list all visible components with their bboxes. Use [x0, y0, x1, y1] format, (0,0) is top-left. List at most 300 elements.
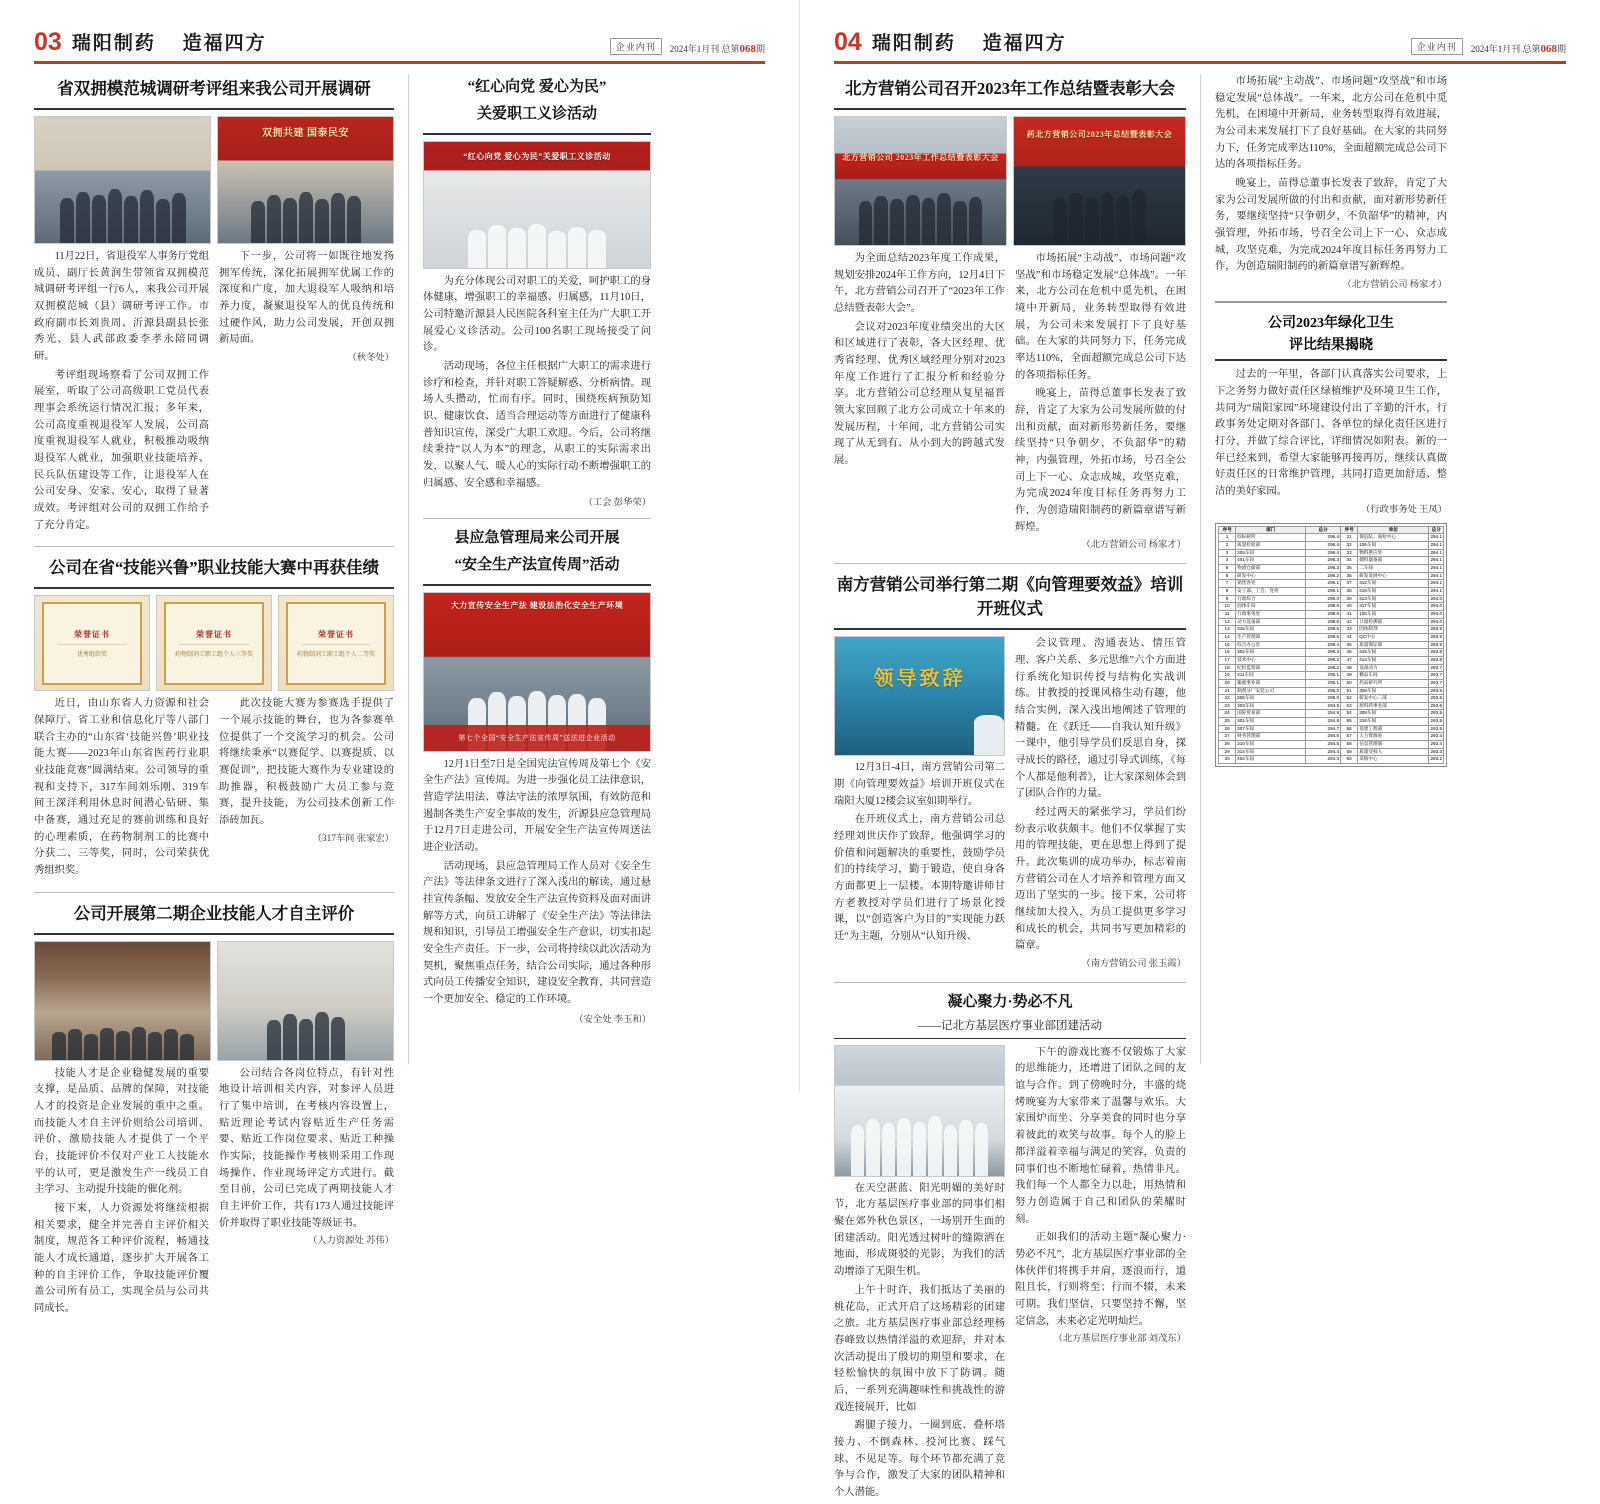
article-body-two-column [34, 249, 394, 536]
photo-inspection-visit [34, 116, 211, 244]
photo-shuangyong-banner [217, 116, 394, 244]
article-headline: 公司开展第二期企业技能人才自主评价 [73, 903, 355, 923]
headline-rule [423, 584, 651, 586]
table-head [1219, 526, 1444, 534]
row-index-2: 55 [1341, 718, 1358, 726]
table-row [1219, 679, 1444, 687]
row-dept: 研发中心 [1236, 572, 1306, 580]
row-unit: 研发中心二部 [1358, 695, 1429, 703]
paragraph: 市场拓展“主动战”、市场问题“攻坚战”和市场稳定发展“总体战”。一年来，北方公司在危机中觅先机，在困境中开新局，业务转型取得有效进展，为公司未来发展打下了良好基础。在大家的共同努力下，任务完成率达110%，全面超额完成总公司下达的各项指标任务。 [1215, 76, 1447, 171]
table-row [1219, 633, 1444, 641]
row-unit: QC中心 [1358, 633, 1429, 641]
row-index-2: 60 [1341, 756, 1358, 764]
paragraph: 在开班仪式上，南方营销公司总经理刘世庆作了致辞，他强调学习的价值和问题解决的重要性，鼓励学员们的持续学习，勤于锻造，使自身各方面都更上一层楼。本期特邀讲师甘方老教授对学员们进行了场景化授课，以“创造客户为目的”实现能力跃迁“为主题，分别从“认知升级、 [834, 814, 1005, 942]
row-index-2: 39 [1341, 595, 1358, 603]
row-score: 295.1 [1306, 679, 1341, 687]
row-index: 10 [1219, 603, 1236, 611]
table-row [1219, 618, 1444, 626]
masthead-brand [872, 28, 1067, 55]
body-col-2 [219, 249, 394, 536]
table-title-line1: 公司2023年绿化卫生 [1268, 316, 1394, 332]
row-index-2: 32 [1341, 542, 1358, 550]
row-score-2: 294.0 [1429, 603, 1444, 611]
row-unit: 二车间 [1358, 565, 1429, 573]
photo-banner-text: 北方营销公司 2023年工作总结暨表彰大会 [842, 152, 999, 162]
row-index-2: 45 [1341, 641, 1358, 649]
th-unit: 单位 [1358, 526, 1429, 534]
issue-info [1471, 42, 1566, 55]
photo-banner-text: 药北方营销公司2023年总结暨表彰大会 [1026, 129, 1173, 139]
article-byline: （北方基层医疗事业部 刘茂东） [1053, 1334, 1186, 1345]
row-dept: 402车间 [1236, 756, 1306, 764]
certificate-subtitle: 药物制剂工职工组个人二等奖 [296, 652, 375, 659]
masthead-left [34, 28, 765, 59]
article-byline: （北方营销公司 杨家才） [1081, 540, 1186, 551]
row-index-2: 34 [1341, 557, 1358, 565]
row-score: 294.9 [1306, 710, 1341, 718]
row-index: 20 [1219, 679, 1236, 687]
row-score-2: 294.1 [1429, 565, 1444, 573]
table-row [1219, 664, 1444, 672]
table-row [1219, 756, 1444, 764]
row-score: 295.4 [1306, 641, 1341, 649]
table-row [1219, 710, 1444, 718]
row-unit: 106车间 [1358, 542, 1429, 550]
table-intro [1215, 367, 1447, 517]
row-dept: 生产管理部 [1236, 633, 1306, 641]
row-score-2: 294.1 [1429, 557, 1444, 565]
paragraph: 活动现场，县应急管理局工作人员对《安全生产法》等法律条文进行了深入浅出的解读，通过悬挂宣传条幅、发放安全生产法宣传资料及面对面讲解等方式，向员工讲解了《安全生产法》等法律法规和知识，引导员工增强安全生产意识，切实扣起安全生产责任。下一步，公司将持续以此次活动为契机，聚焦重点任务，结合公司实际，通过各种形式向员工传播安全知识，建设安全教育，共同营造一个更加安全、稳定的工作环境。 [423, 860, 651, 1006]
paragraph: 过去的一年里，各部门认真落实公司要求，上下之务努力做好责任区绿植维护及环境卫生工作，共同为“瑞阳家园”环境建设付出了辛勤的汗水，行政事务处定期对各部门、各单位的绿化责任区进行打分，并做了综合评比，详细情况如附表。新的一年已经来到，希望大家能够再接再厉，继续认真做好责任区的日常维护管理，共同打造更加舒适、整洁的美好家园。 [1215, 369, 1447, 497]
issue-prefix: 总第 [1522, 44, 1541, 54]
row-score-2: 294.1 [1429, 549, 1444, 557]
row-unit: 基建工程部 [1358, 725, 1429, 733]
article-headline: 南方营销公司举行第二期《向管理要效益》培训开班仪式 [836, 575, 1184, 619]
article-body [423, 274, 651, 493]
row-index-2: 48 [1341, 664, 1358, 672]
paragraph: 市场拓展“主动战”、市场问题“攻坚战”和市场稳定发展“总体战”。一年来，北方公司在危机中觅先机，在困境中开新局，业务转型取得有效进展，为公司未来发展打下了良好基础。在大家的共同努力下，任务完成率达110%，全面超额完成总公司下达的各项指标任务。 [1015, 252, 1186, 381]
masthead-meta [610, 38, 765, 55]
article-skill-assessment [34, 899, 394, 1320]
photo-award-ceremony [1013, 116, 1186, 246]
table-row [1219, 733, 1444, 741]
issue-date: 2024年1月刊 [1470, 44, 1521, 54]
row-score-2: 293.9 [1429, 641, 1444, 649]
article-byline: （317车间 张家宏） [312, 833, 394, 844]
th-score: 总分 [1306, 526, 1341, 534]
headline-rule [34, 587, 394, 589]
paragraph: 晚宴上，苗得总董事长发表了致辞，肯定了大家为公司发展所做的付出和贡献，面对新形势新任务，要继续坚持“只争朝夕，不负韶华”的精神，内强管理，外拓市场，号召全公司上下一心、众志成城，攻坚克难，为完成2024年度目标任务再努力工作，为创造瑞阳制药的新篇章谱写新辉煌。 [1215, 178, 1447, 273]
folio-number: 04 [834, 28, 862, 56]
photo-banner-text: 双拥共建 国泰民安 [262, 128, 349, 139]
photo-team-building-group [834, 1045, 1005, 1177]
article-headline: 北方营销公司召开2023年工作总结暨表彰大会 [845, 79, 1175, 98]
publication-label: 企业内刊 [610, 38, 662, 55]
body-col-2 [219, 696, 394, 881]
row-dept: 301车间 [1236, 718, 1306, 726]
paragraph: 在天空湛蓝、阳光明媚的美好时节，北方基层医疗事业部的同事们相聚在郊外秋色景区，一场别开生面的团建活动。阳光透过树叶的缝隙洒在地面，形成斑驳的光影，为我们的活动增添了无限生机。 [834, 1182, 1005, 1278]
body-col-2 [219, 1066, 394, 1320]
row-index: 7 [1219, 580, 1236, 588]
row-unit: 储料器备部 [1358, 557, 1429, 565]
table-row [1219, 572, 1444, 580]
photo-row [34, 941, 394, 1061]
article-separator [834, 982, 1186, 983]
row-index-2: 36 [1341, 572, 1358, 580]
body-col-1 [34, 249, 209, 536]
row-score-2: 293.9 [1429, 626, 1444, 634]
masthead-right [834, 28, 1566, 59]
article-separator [34, 892, 394, 893]
photo-banner-subtext: 大力宣传安全生产法 建设法治化安全生产环境 [450, 600, 624, 610]
row-index-2: 43 [1341, 626, 1358, 634]
paragraph: 近日，由山东省人力资源和社会保障厅、省工业和信息化厅等八部门联合主办的“山东省‘技能兴鲁’职业技能大赛——2023年山东省医药行业职业技能竞赛”圆满结束。公司领导的重视和支持下，317车间刘乐刚、319车间王深洋利用休息时间潜心钻研、集中备赛，通过充足的赛前训练和良好的心理素质，在药物制剂工的比赛中分获二、三等奖，同时，公司荣获优秀组织奖。 [34, 698, 209, 876]
row-index-2: 59 [1341, 748, 1358, 756]
article-byline: （北方营销公司 杨家才） [1342, 280, 1447, 291]
paragraph: 下午的游戏比赛不仅锻炼了大家的思维能力，还增进了团队之间的友谊与合作。到了傍晚时分，丰盛的烧烤晚宴为大家带来了温馨与欢乐。大家围炉而坐、分享美食的同时也分享着彼此的欢笑与故事。每个人的脸上都洋溢着幸福与满足的笑容，负责的同事们也不断地忙碌着，热情非凡。我们每一个人都全力以赴，用热情和努力创造属于自己和团队的荣耀时刻。 [1015, 1046, 1186, 1225]
row-index-2: 51 [1341, 687, 1358, 695]
paragraph: 正如我们的活动主题“凝心聚力·势必不凡”，北方基层医疗事业部的全体伙伴们将携手并肩，逐浪而行，道阻且长，行则将至；行而不辍，未来可期。我们坚信，只要坚持不懈，坚定信念，未来必定光明灿烂。 [1015, 1232, 1186, 1327]
table-row [1219, 557, 1444, 565]
row-dept: 302车间 [1236, 649, 1306, 657]
row-score: 295.5 [1306, 633, 1341, 641]
article-headline: 省双拥模范城调研考评组来我公司开展调研 [57, 79, 371, 98]
row-index: 11 [1219, 610, 1236, 618]
table-row [1219, 718, 1444, 726]
body-col-1 [834, 251, 1005, 553]
row-dept: 305车间 [1236, 549, 1306, 557]
row-unit: 质量保证部 [1358, 641, 1429, 649]
paragraph: 会议对2023年度业绩突出的大区和区域进行了表彰，各大区经理、优秀省经理、优秀区域经理分别对2023年度工作进行了汇报分析和经验分享。北方营销公司总经理从复星福晋领大家回顾了北方公司成立十年来的发展历程，十年间，北方营销公司实现了从无到有、从小到大的跨越式发展。 [834, 321, 1005, 466]
row-unit: 采购中心 [1358, 756, 1429, 764]
row-score-2: 293.7 [1429, 664, 1444, 672]
photo-theory-exam [34, 941, 211, 1061]
paragraph: 考评组现场察看了公司双拥工作展室，听取了公司高级职工党员代表理事会系统运行情况汇报；多年来，公司高度重视退役军人发展，公司高度重视退役军人就业，积极推动吸纳退役军人就业，加强职业技能培养、民兵队伍建设等工作，让退役军人在公司安身、安家、安心，取得了显著成效。考评组对公司的双拥工作给予了充分肯定。 [34, 369, 209, 531]
article-headline-line1: 县应急管理局来公司开展 [454, 530, 620, 547]
columns-left [34, 74, 765, 1314]
article-b1-overflow [1215, 74, 1447, 293]
row-index-2: 31 [1341, 534, 1358, 542]
issue-prefix: 总第 [721, 44, 740, 54]
row-unit: 药品研究所 [1358, 679, 1429, 687]
row-score: 296.3 [1306, 565, 1341, 573]
article-byline: （安全处 李玉和） [574, 1014, 651, 1025]
paragraph: 活动现场，各位主任根据广大职工的需求进行诊疗和检查，并针对职工答疑解惑、分析病情。现场人头攒动，忙而有序。同时，围绕疾病预防知识、健康饮食、适当合理运动等方面进行了健康科普知识宣传，深受广大职工欢迎。今后，公司将继续秉持“以人为本”的理念，从职工的实际需求出发，以聚人气、暖人心的实际行动不断增强职工的归属感、安全感和幸福感。 [423, 360, 651, 489]
row-score-2: 294.1 [1429, 534, 1444, 542]
article-body-two-column [34, 1066, 394, 1320]
photo-banner-text: 领导致辞 [873, 667, 966, 690]
article-greening-ranking [1215, 310, 1447, 767]
article-headline-line1: 凝心聚力·势必不凡 [947, 994, 1073, 1011]
table-row [1219, 641, 1444, 649]
row-score-2: 293.6 [1429, 702, 1444, 710]
table-row [1219, 672, 1444, 680]
row-score: 296.4 [1306, 549, 1341, 557]
row-index-2: 54 [1341, 710, 1358, 718]
columns-right [834, 74, 1566, 1498]
row-index: 15 [1219, 641, 1236, 649]
table-row [1219, 587, 1444, 595]
certificate-title: 荣誉证书 [196, 629, 232, 639]
row-index: 21 [1219, 687, 1236, 695]
row-index-2: 49 [1341, 672, 1358, 680]
row-unit: 物料供应处 [1358, 549, 1429, 557]
row-score-2: 293.2 [1429, 756, 1444, 764]
table-row [1219, 687, 1444, 695]
row-dept: 306车间 [1236, 695, 1306, 703]
row-score: 294.4 [1306, 748, 1341, 756]
row-index: 12 [1219, 618, 1236, 626]
row-score-2: 293.4 [1429, 741, 1444, 749]
row-index-2: 38 [1341, 587, 1358, 595]
row-index: 3 [1219, 549, 1236, 557]
row-dept: 行政事务处 [1236, 610, 1306, 618]
brand-name: 瑞阳制药 [71, 33, 156, 54]
row-index-2: 47 [1341, 656, 1358, 664]
paragraph: 公司结合各岗位特点，有针对性地设计培训相关内容，对参评人员进行了集中培训，在考核内容设置上，贴近理论考试内容贴近生产任务需要、贴近工作岗位要求、贴近工种操作实际，技能操作考核则采用工作现场操作、作业现场评定方式进行。截至目前，公司已完成了两期技能人才自主评价工作，共有173人通过技能评价并取得了职业技能等级证书。 [219, 1067, 394, 1229]
row-index: 27 [1219, 733, 1236, 741]
article-byline: （南方营销公司 张玉霞） [1081, 959, 1186, 969]
row-score-2: 293.5 [1429, 710, 1444, 718]
row-unit: 318车间 [1358, 718, 1429, 726]
table-row [1219, 580, 1444, 588]
column-right-2 [1215, 74, 1447, 1064]
photo-row-certificates [34, 595, 394, 691]
article-free-clinic [423, 74, 651, 508]
row-index: 4 [1219, 557, 1236, 565]
row-index: 1 [1219, 534, 1236, 542]
certificate-subtitle: 优秀组织奖 [76, 652, 107, 659]
row-dept: 303车间 [1236, 702, 1306, 710]
paragraph: 上午十时许，我们抵达了美丽的桃花岛，正式开启了这场精彩的团建之旅。北方基层医疗事业部总经理杨春峰致以热情洋溢的欢迎辞，并对本次活动提出了殷切的期望和要求，在轻松愉快的氛围中放下了防调。随后，一系列充满趣味性和挑战性的游戏连接展开，比如 [834, 1284, 1005, 1413]
article-headline-line2: “安全生产法宣传周”活动 [454, 556, 620, 573]
article-team-building [834, 989, 1186, 1504]
row-dept: 动力设备部 [1236, 618, 1306, 626]
article-body-two-column [834, 1045, 1186, 1504]
row-unit: 设备动力 [1358, 664, 1429, 672]
row-score: 295.8 [1306, 610, 1341, 618]
column-divider [1200, 74, 1201, 1064]
body-col-2 [1015, 251, 1186, 553]
row-score-2: 293.8 [1429, 656, 1444, 664]
row-index-2: 46 [1341, 649, 1358, 657]
table-row [1219, 741, 1444, 749]
row-unit: 308车间 [1358, 710, 1429, 718]
row-score: 296.1 [1306, 587, 1341, 595]
row-score: 296.1 [1306, 580, 1341, 588]
photo-clinic-event [423, 141, 651, 269]
row-index: 6 [1219, 572, 1236, 580]
article-skill-competition [34, 553, 394, 881]
paragraph: 踢腿子接力、一圈到底、叠杯塔接力、不倒森林、投河比赛、踩气球、不见足等。每个环节都充满了竞争与合作，激发了大家的团队精神和个人潜能。 [834, 1420, 1005, 1498]
row-dept: 行政综合 [1236, 595, 1306, 603]
row-dept: 310车间 [1236, 741, 1306, 749]
row-index: 5 [1219, 565, 1236, 573]
row-unit: 312车间 [1358, 580, 1429, 588]
row-index-2: 33 [1341, 549, 1358, 557]
issue-date: 2024年1月刊 [669, 44, 720, 54]
article-separator [423, 518, 651, 519]
row-dept: 固体车间 [1236, 603, 1306, 611]
row-dept: 技术中心 [1236, 656, 1306, 664]
photo-row [834, 116, 1186, 246]
row-unit: 固体制剂 [1358, 626, 1429, 634]
body-col-1 [834, 636, 1005, 972]
article-separator [34, 546, 394, 547]
row-index: 25 [1219, 718, 1236, 726]
masthead-rule [34, 61, 765, 64]
row-unit: 信息管理部 [1358, 741, 1429, 749]
article-body-two-column [834, 636, 1186, 972]
row-index: 14 [1219, 633, 1236, 641]
row-dept: 销售各处 [1236, 580, 1306, 588]
paragraph: 为全面总结2023年度工作成果，规划安排2024年工作方向，12月4日下午，北方营销公司召开了“2023年工作总结暨表彰大会”。 [834, 252, 1005, 314]
row-score-2: 294.0 [1429, 610, 1444, 618]
row-dept: 安工部、工会、党务 [1236, 587, 1306, 595]
brand-slogan: 造福四方 [182, 33, 267, 54]
article-safety-law-week [423, 525, 651, 1025]
photo-row [34, 116, 394, 244]
table-row [1219, 702, 1444, 710]
row-dept: 输液事业部 [1236, 679, 1306, 687]
row-index-2: 42 [1341, 618, 1358, 626]
headline-rule [834, 108, 1186, 110]
table-title-line2: 评比结果揭晓 [1289, 337, 1373, 353]
row-unit: 319车间 [1358, 587, 1429, 595]
row-unit: 计量检测部 [1358, 618, 1429, 626]
row-dept: 制剂分厂安装公司 [1236, 687, 1306, 695]
column-right-1 [834, 74, 1186, 1498]
table-row [1219, 549, 1444, 557]
row-score: 294.9 [1306, 702, 1341, 710]
article-body-two-column [34, 696, 394, 881]
column-left-2 [423, 74, 651, 1064]
row-score: 296.2 [1306, 572, 1341, 580]
row-score: 295.0 [1306, 687, 1341, 695]
article-south-sales-training [834, 570, 1186, 972]
row-unit: 313车间 [1358, 595, 1429, 603]
row-index: 16 [1219, 649, 1236, 657]
th-no-2: 序号 [1341, 526, 1358, 534]
row-score: 295.0 [1306, 695, 1341, 703]
row-score-2: 293.8 [1429, 649, 1444, 657]
headline-rule [834, 628, 1186, 630]
photo-certificate-2 [156, 595, 272, 691]
body-col-1 [34, 1066, 209, 1320]
row-index: 19 [1219, 672, 1236, 680]
article-headline-line1: “红心向党 爱心为民” [467, 79, 607, 95]
paragraph: 接下来，人力资源处将继续根据相关要求，健全并完善自主评价相关制度，规范各工种评价流程，畅通技能人才成长通道，逐步扩大开展各工种的自主评价工作，争取技能评价覆盖公司所有员工，实现全员与公司共同成长。 [34, 1202, 209, 1314]
row-index: 28 [1219, 741, 1236, 749]
row-index: 17 [1219, 656, 1236, 664]
table-row [1219, 748, 1444, 756]
th-no: 序号 [1219, 526, 1236, 534]
row-score: 294.8 [1306, 718, 1341, 726]
row-dept: 401车间 [1236, 557, 1306, 565]
row-score: 296.4 [1306, 534, 1341, 542]
row-score: 294.7 [1306, 725, 1341, 733]
row-score-2: 293.3 [1429, 748, 1444, 756]
row-index-2: 44 [1341, 633, 1358, 641]
row-index: 2 [1219, 542, 1236, 550]
row-score: 295.6 [1306, 618, 1341, 626]
row-score: 294.3 [1306, 756, 1341, 764]
brand-slogan: 造福四方 [982, 33, 1067, 54]
headline-rule [1215, 359, 1447, 361]
photo-practical-exam [217, 941, 394, 1061]
row-score: 296.0 [1306, 595, 1341, 603]
row-index-2: 50 [1341, 679, 1358, 687]
row-index-2: 56 [1341, 725, 1358, 733]
row-score-2: 293.5 [1429, 718, 1444, 726]
row-score: 296.3 [1306, 557, 1341, 565]
row-score-2: 293.7 [1429, 679, 1444, 687]
row-dept: 纪检监察部 [1236, 664, 1306, 672]
photo-leader-speech [834, 636, 1005, 756]
table-row [1219, 603, 1444, 611]
row-score-2: 294.1 [1429, 587, 1444, 595]
table-row [1219, 595, 1444, 603]
article-byline: （行政事务处 王凤） [1361, 504, 1447, 515]
table-header-row [1219, 526, 1444, 534]
table-body [1219, 534, 1444, 764]
body-col-1 [34, 696, 209, 881]
paragraph: 为充分体现公司对职工的关爱，呵护职工的身体健康，增强职工的幸福感、归属感，11月10日，公司特邀沂源县人民医院各科室主任为广大职工开展爱心义诊活动。公司100名职工现场接受了问诊。 [423, 275, 651, 354]
row-index-2: 58 [1341, 741, 1358, 749]
body-col-2 [1015, 636, 1186, 972]
article-body-two-column [834, 251, 1186, 553]
article-separator [834, 563, 1186, 564]
row-unit: 精品车间 [1358, 672, 1429, 680]
article-separator [1215, 301, 1447, 303]
article-body [423, 757, 651, 1009]
row-score-2: 294.0 [1429, 618, 1444, 626]
row-unit: 106车间 [1358, 610, 1429, 618]
row-index: 30 [1219, 756, 1236, 764]
ranking-table [1218, 526, 1444, 764]
row-score: 295.2 [1306, 664, 1341, 672]
table-row [1219, 656, 1444, 664]
page-03 [0, 0, 800, 1314]
row-dept: 311车间 [1236, 672, 1306, 680]
row-dept: 质量检验部 [1236, 542, 1306, 550]
row-score-2: 293.5 [1429, 725, 1444, 733]
headline-rule [423, 133, 651, 135]
issue-number: 068 [739, 43, 756, 55]
row-unit: 保洁队、质检中心 [1358, 534, 1429, 542]
table-row [1219, 649, 1444, 657]
row-index-2: 37 [1341, 580, 1358, 588]
column-divider [408, 74, 409, 1064]
table-row [1219, 542, 1444, 550]
row-index-2: 57 [1341, 733, 1358, 741]
headline-rule [834, 1038, 1186, 1039]
row-index: 24 [1219, 710, 1236, 718]
row-dept: 316车间 [1236, 626, 1306, 634]
row-unit: 人力资源处 [1358, 733, 1429, 741]
article-byline: （人力资源处 苏伟） [308, 1236, 394, 1247]
photo-conference-group [834, 116, 1007, 246]
table-row [1219, 695, 1444, 703]
row-score-2: 294.1 [1429, 572, 1444, 580]
row-index-2: 40 [1341, 603, 1358, 611]
photo-certificate-3 [278, 595, 394, 691]
row-unit: 413车间 [1358, 656, 1429, 664]
th-score-2: 总分 [1429, 526, 1444, 534]
table-row [1219, 565, 1444, 573]
row-dept: 物流仓储部 [1236, 565, 1306, 573]
photo-certificate-1 [34, 595, 150, 691]
